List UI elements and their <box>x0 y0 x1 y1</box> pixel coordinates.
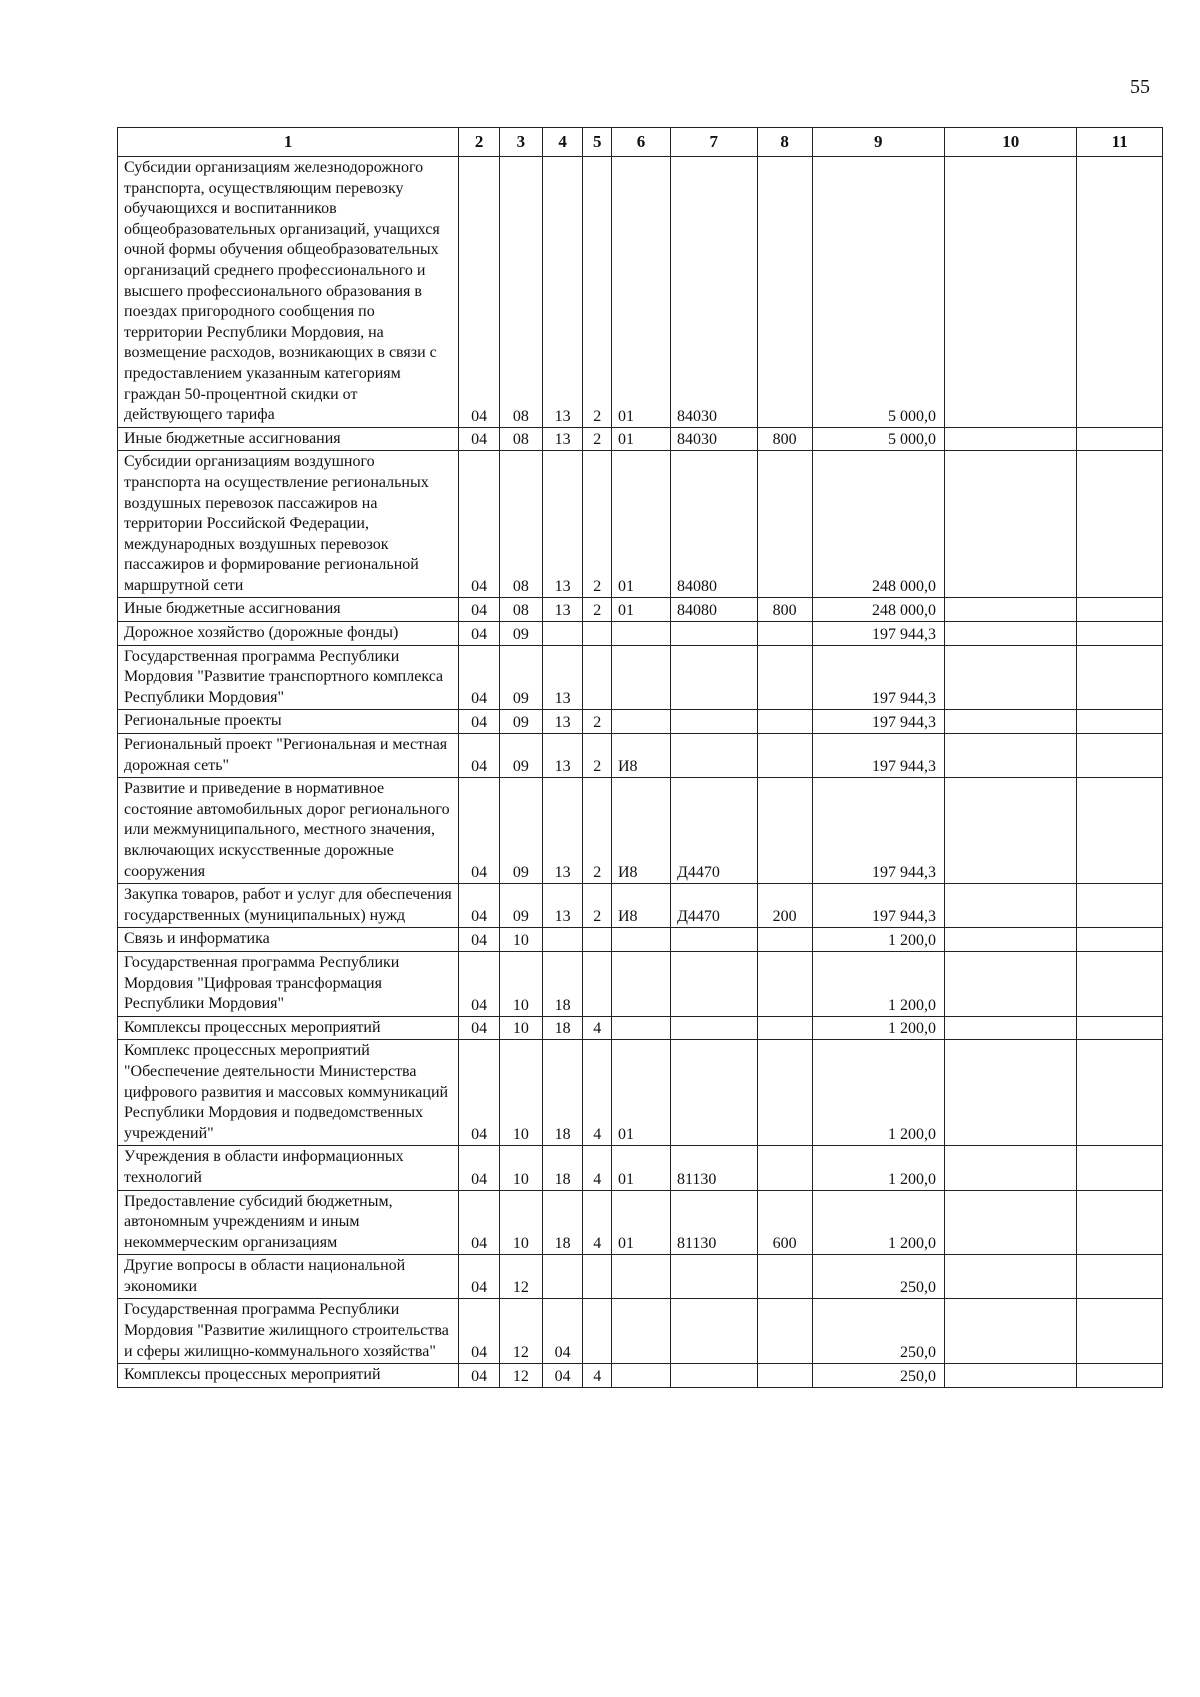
table-row <box>118 598 1163 622</box>
code-cell: 12 <box>499 1255 542 1299</box>
table-row <box>118 1299 1163 1364</box>
amount-cell: 248 000,0 <box>812 598 944 622</box>
amount-cell <box>1077 622 1163 646</box>
table-row <box>118 1040 1163 1146</box>
code-cell: 2 <box>583 427 612 451</box>
code-cell: 18 <box>542 951 583 1016</box>
amount-cell <box>944 1190 1076 1255</box>
code-cell <box>757 928 812 952</box>
code-cell: 2 <box>583 778 612 884</box>
table-row <box>118 1364 1163 1388</box>
amount-cell: 1 200,0 <box>812 1146 944 1190</box>
table-row <box>118 1190 1163 1255</box>
code-cell: 08 <box>499 598 542 622</box>
code-cell: 04 <box>459 951 500 1016</box>
amount-cell: 250,0 <box>812 1299 944 1364</box>
row-name: Субсидии организациям железнодорожного транспорта, осуществляющим перевозку обучающихся и воспитанников общеобразовательных организаций, учащихся очной формы обучения общеобразовательных организаций среднего профессионального и высшего профессионального образования в поездах пригородного сообщения по территории Республики Мордовия, на возмещение расходов, возникающих в связи с предоставлением указанным категориям граждан 50-процентной скидки от действующего тарифа <box>118 157 459 428</box>
table-row <box>118 622 1163 646</box>
code-cell: 04 <box>459 598 500 622</box>
code-cell: 01 <box>611 157 670 428</box>
code-cell: 12 <box>499 1299 542 1364</box>
code-cell: 13 <box>542 598 583 622</box>
amount-cell <box>944 451 1076 598</box>
amount-cell: 197 944,3 <box>812 734 944 778</box>
code-cell: 4 <box>583 1364 612 1388</box>
code-cell: 09 <box>499 734 542 778</box>
code-cell <box>757 645 812 710</box>
table-row <box>118 645 1163 710</box>
code-cell: 4 <box>583 1040 612 1146</box>
code-cell: Д4470 <box>671 778 758 884</box>
column-header: 11 <box>1077 128 1163 157</box>
code-cell: 04 <box>459 1299 500 1364</box>
code-cell: 200 <box>757 884 812 928</box>
amount-cell: 5 000,0 <box>812 157 944 428</box>
table-row <box>118 884 1163 928</box>
code-cell: 2 <box>583 598 612 622</box>
table-header-row <box>118 128 1163 157</box>
code-cell: 04 <box>459 1364 500 1388</box>
amount-cell <box>944 778 1076 884</box>
amount-cell: 197 944,3 <box>812 778 944 884</box>
code-cell <box>611 1255 670 1299</box>
code-cell: 04 <box>459 645 500 710</box>
code-cell: 09 <box>499 710 542 734</box>
column-header: 5 <box>583 128 612 157</box>
code-cell <box>583 951 612 1016</box>
code-cell <box>542 928 583 952</box>
row-name: Закупка товаров, работ и услуг для обеспечения государственных (муниципальных) нужд <box>118 884 459 928</box>
table-row <box>118 778 1163 884</box>
row-name: Комплексы процессных мероприятий <box>118 1364 459 1388</box>
column-header: 9 <box>812 128 944 157</box>
code-cell: 08 <box>499 451 542 598</box>
column-header: 8 <box>757 128 812 157</box>
row-name: Иные бюджетные ассигнования <box>118 427 459 451</box>
amount-cell <box>944 1146 1076 1190</box>
code-cell: 800 <box>757 427 812 451</box>
budget-table <box>117 127 1163 1388</box>
amount-cell: 197 944,3 <box>812 622 944 646</box>
amount-cell <box>944 645 1076 710</box>
code-cell: 13 <box>542 427 583 451</box>
code-cell: 08 <box>499 427 542 451</box>
amount-cell: 1 200,0 <box>812 1190 944 1255</box>
row-name: Развитие и приведение в нормативное состояние автомобильных дорог регионального или межмуниципального, местного значения, включающих искусственные дорожные сооружения <box>118 778 459 884</box>
table-row <box>118 451 1163 598</box>
code-cell <box>671 951 758 1016</box>
code-cell: 01 <box>611 1146 670 1190</box>
code-cell <box>671 1255 758 1299</box>
code-cell: 13 <box>542 710 583 734</box>
code-cell: 13 <box>542 884 583 928</box>
amount-cell <box>944 1299 1076 1364</box>
amount-cell <box>1077 778 1163 884</box>
code-cell: 4 <box>583 1146 612 1190</box>
table-row <box>118 710 1163 734</box>
code-cell <box>757 734 812 778</box>
code-cell <box>583 1255 612 1299</box>
code-cell <box>757 622 812 646</box>
amount-cell: 1 200,0 <box>812 1040 944 1146</box>
code-cell <box>583 1299 612 1364</box>
code-cell: 04 <box>459 710 500 734</box>
amount-cell <box>944 1016 1076 1040</box>
amount-cell <box>1077 598 1163 622</box>
code-cell: 10 <box>499 1190 542 1255</box>
code-cell: 10 <box>499 1146 542 1190</box>
code-cell: И8 <box>611 778 670 884</box>
code-cell <box>757 1364 812 1388</box>
row-name: Связь и информатика <box>118 928 459 952</box>
code-cell <box>671 1016 758 1040</box>
code-cell: 01 <box>611 1190 670 1255</box>
code-cell: 10 <box>499 928 542 952</box>
code-cell <box>757 1146 812 1190</box>
code-cell: 04 <box>459 1146 500 1190</box>
code-cell: 04 <box>459 1016 500 1040</box>
row-name: Государственная программа Республики Мордовия "Развитие транспортного комплекса Республики Мордовия" <box>118 645 459 710</box>
code-cell: 2 <box>583 734 612 778</box>
code-cell: 10 <box>499 1040 542 1146</box>
code-cell <box>671 1364 758 1388</box>
code-cell <box>611 622 670 646</box>
amount-cell <box>1077 1299 1163 1364</box>
code-cell <box>542 1255 583 1299</box>
amount-cell <box>944 951 1076 1016</box>
code-cell: 18 <box>542 1190 583 1255</box>
amount-cell <box>1077 1255 1163 1299</box>
code-cell: 84030 <box>671 157 758 428</box>
row-name: Региональный проект "Региональная и местная дорожная сеть" <box>118 734 459 778</box>
amount-cell <box>944 1255 1076 1299</box>
row-name: Учреждения в области информационных технологий <box>118 1146 459 1190</box>
code-cell <box>671 710 758 734</box>
amount-cell <box>1077 1016 1163 1040</box>
code-cell: 04 <box>542 1299 583 1364</box>
code-cell <box>611 928 670 952</box>
row-name: Субсидии организациям воздушного транспорта на осуществление региональных воздушных перевозок пассажиров на территории Российской Федерации, международных воздушных перевозок пассажиров и формирование региональной маршрутной сети <box>118 451 459 598</box>
column-header: 1 <box>118 128 459 157</box>
row-name: Иные бюджетные ассигнования <box>118 598 459 622</box>
code-cell: 2 <box>583 451 612 598</box>
code-cell: 600 <box>757 1190 812 1255</box>
table-row <box>118 734 1163 778</box>
code-cell <box>671 1040 758 1146</box>
code-cell <box>757 1016 812 1040</box>
amount-cell <box>944 1040 1076 1146</box>
code-cell: 10 <box>499 1016 542 1040</box>
code-cell: 13 <box>542 645 583 710</box>
amount-cell <box>944 1364 1076 1388</box>
code-cell <box>583 645 612 710</box>
code-cell: 4 <box>583 1016 612 1040</box>
code-cell: 04 <box>459 734 500 778</box>
code-cell <box>757 778 812 884</box>
amount-cell: 5 000,0 <box>812 427 944 451</box>
code-cell: 01 <box>611 451 670 598</box>
code-cell: И8 <box>611 884 670 928</box>
code-cell: 01 <box>611 427 670 451</box>
code-cell: 13 <box>542 451 583 598</box>
code-cell: 04 <box>459 1190 500 1255</box>
amount-cell <box>1077 1190 1163 1255</box>
code-cell: 13 <box>542 778 583 884</box>
amount-cell <box>944 884 1076 928</box>
code-cell: 04 <box>459 1040 500 1146</box>
amount-cell: 248 000,0 <box>812 451 944 598</box>
code-cell: 04 <box>459 778 500 884</box>
row-name: Комплексы процессных мероприятий <box>118 1016 459 1040</box>
row-name: Государственная программа Республики Мордовия "Развитие жилищного строительства и сферы жилищно-коммунального хозяйства" <box>118 1299 459 1364</box>
column-header: 6 <box>611 128 670 157</box>
table-row <box>118 1255 1163 1299</box>
code-cell: 01 <box>611 1040 670 1146</box>
code-cell: 18 <box>542 1040 583 1146</box>
amount-cell <box>1077 451 1163 598</box>
row-name: Государственная программа Республики Мордовия "Цифровая трансформация Республики Мордовия" <box>118 951 459 1016</box>
amount-cell <box>1077 734 1163 778</box>
code-cell: 84030 <box>671 427 758 451</box>
row-name: Дорожное хозяйство (дорожные фонды) <box>118 622 459 646</box>
column-header: 7 <box>671 128 758 157</box>
code-cell: 13 <box>542 734 583 778</box>
amount-cell <box>944 157 1076 428</box>
code-cell: 2 <box>583 884 612 928</box>
row-name: Комплекс процессных мероприятий "Обеспечение деятельности Министерства цифрового развития и массовых коммуникаций Республики Мордовия и подведомственных учреждений" <box>118 1040 459 1146</box>
amount-cell: 197 944,3 <box>812 710 944 734</box>
amount-cell <box>944 928 1076 952</box>
column-header: 4 <box>542 128 583 157</box>
amount-cell <box>1077 1146 1163 1190</box>
page-number: 55 <box>1130 76 1150 98</box>
code-cell <box>671 645 758 710</box>
code-cell: 08 <box>499 157 542 428</box>
amount-cell <box>1077 1040 1163 1146</box>
code-cell <box>757 1299 812 1364</box>
code-cell: 12 <box>499 1364 542 1388</box>
code-cell <box>611 1364 670 1388</box>
code-cell: И8 <box>611 734 670 778</box>
code-cell: 18 <box>542 1146 583 1190</box>
code-cell: 09 <box>499 622 542 646</box>
code-cell <box>757 157 812 428</box>
amount-cell: 250,0 <box>812 1255 944 1299</box>
code-cell <box>757 1255 812 1299</box>
code-cell: 04 <box>459 427 500 451</box>
code-cell: 09 <box>499 645 542 710</box>
code-cell: 800 <box>757 598 812 622</box>
code-cell <box>611 1299 670 1364</box>
code-cell: 09 <box>499 778 542 884</box>
code-cell: 84080 <box>671 451 758 598</box>
amount-cell <box>1077 645 1163 710</box>
code-cell: 01 <box>611 598 670 622</box>
amount-cell <box>944 622 1076 646</box>
code-cell <box>611 951 670 1016</box>
amount-cell <box>1077 710 1163 734</box>
table-body <box>118 157 1163 1388</box>
code-cell <box>671 622 758 646</box>
amount-cell <box>1077 928 1163 952</box>
amount-cell: 197 944,3 <box>812 884 944 928</box>
amount-cell <box>1077 427 1163 451</box>
amount-cell: 250,0 <box>812 1364 944 1388</box>
table-row <box>118 157 1163 428</box>
table-row <box>118 427 1163 451</box>
code-cell: 10 <box>499 951 542 1016</box>
code-cell <box>583 622 612 646</box>
amount-cell <box>944 427 1076 451</box>
code-cell: 81130 <box>671 1190 758 1255</box>
row-name: Предоставление субсидий бюджетным, автономным учреждениям и иным некоммерческим организациям <box>118 1190 459 1255</box>
row-name: Другие вопросы в области национальной экономики <box>118 1255 459 1299</box>
code-cell: Д4470 <box>671 884 758 928</box>
code-cell <box>757 710 812 734</box>
table-row <box>118 1016 1163 1040</box>
code-cell: 09 <box>499 884 542 928</box>
code-cell <box>671 928 758 952</box>
code-cell: 81130 <box>671 1146 758 1190</box>
code-cell: 04 <box>459 157 500 428</box>
code-cell: 04 <box>459 884 500 928</box>
code-cell: 04 <box>542 1364 583 1388</box>
code-cell <box>671 734 758 778</box>
code-cell: 13 <box>542 157 583 428</box>
column-header: 10 <box>944 128 1076 157</box>
code-cell <box>611 710 670 734</box>
amount-cell: 1 200,0 <box>812 951 944 1016</box>
code-cell <box>671 1299 758 1364</box>
code-cell: 04 <box>459 451 500 598</box>
amount-cell <box>1077 157 1163 428</box>
amount-cell <box>944 734 1076 778</box>
amount-cell: 1 200,0 <box>812 928 944 952</box>
column-header: 3 <box>499 128 542 157</box>
code-cell <box>757 951 812 1016</box>
code-cell: 04 <box>459 928 500 952</box>
code-cell: 84080 <box>671 598 758 622</box>
code-cell <box>611 1016 670 1040</box>
row-name: Региональные проекты <box>118 710 459 734</box>
code-cell: 04 <box>459 622 500 646</box>
column-header: 2 <box>459 128 500 157</box>
code-cell: 2 <box>583 710 612 734</box>
code-cell: 4 <box>583 1190 612 1255</box>
table-row <box>118 928 1163 952</box>
amount-cell <box>1077 1364 1163 1388</box>
code-cell <box>611 645 670 710</box>
amount-cell <box>1077 951 1163 1016</box>
amount-cell <box>944 710 1076 734</box>
table-row <box>118 1146 1163 1190</box>
code-cell <box>757 451 812 598</box>
amount-cell <box>944 598 1076 622</box>
code-cell: 2 <box>583 157 612 428</box>
code-cell <box>583 928 612 952</box>
code-cell <box>757 1040 812 1146</box>
table-row <box>118 951 1163 1016</box>
code-cell <box>542 622 583 646</box>
code-cell: 18 <box>542 1016 583 1040</box>
amount-cell: 1 200,0 <box>812 1016 944 1040</box>
amount-cell: 197 944,3 <box>812 645 944 710</box>
amount-cell <box>1077 884 1163 928</box>
code-cell: 04 <box>459 1255 500 1299</box>
